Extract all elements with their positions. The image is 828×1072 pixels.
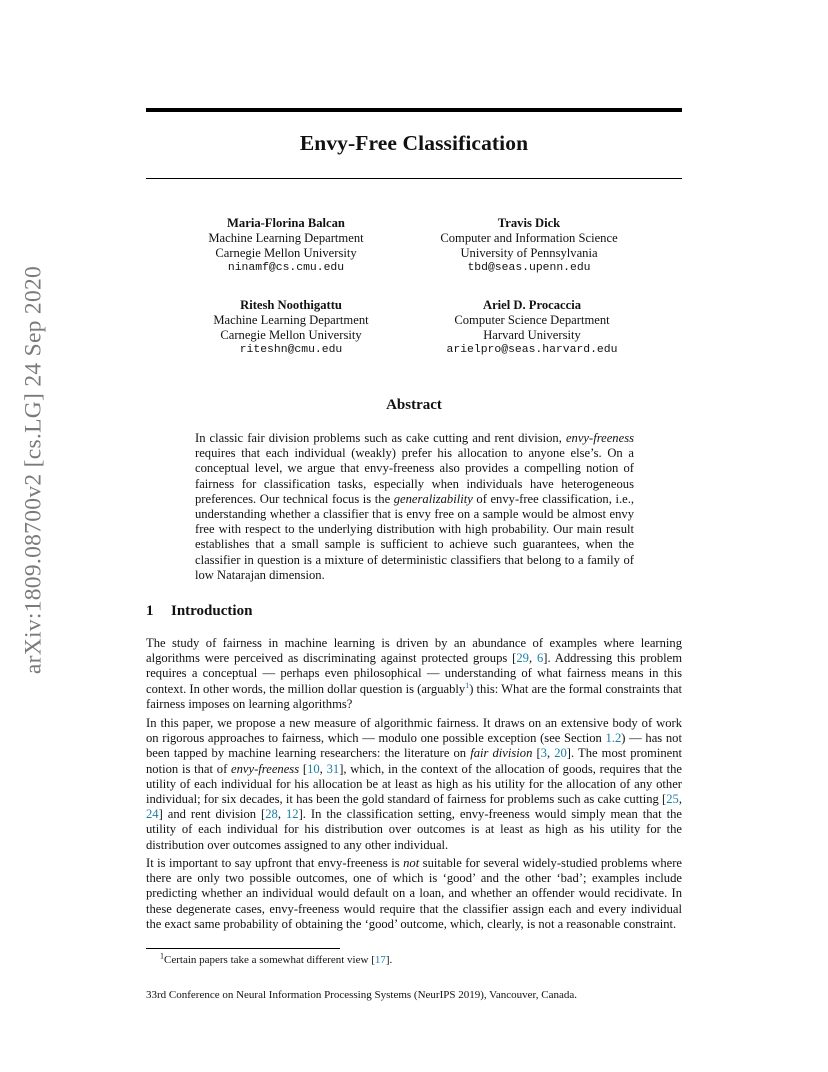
title-rule-top — [146, 108, 682, 112]
abstract-body: In classic fair division problems such as cake cutting and rent division, envy-freeness requires that each individual (weakly) prefer his allocation to anyone else’s. On a conceptual level, we argue that envy-freeness also provides a compelling notion of fairness for classification tasks, especially when individuals have heterogeneous preferences. Our technical focus is the generalizability of envy-free classification, i.e., understanding whether a classifier that is envy free on a sample would be almost envy free with respect to the underlying distribution with high probability. Our main result establishes that a small sample is sufficient to achieve such guarantees, when the classifier in question is a mixture of deterministic classifiers that belong to a family of low Natarajan dimension. — [195, 431, 634, 582]
author-name: Ariel D. Procaccia — [482, 298, 582, 312]
citation-link[interactable]: 31 — [326, 761, 340, 776]
author-department: Machine Learning Department — [213, 313, 369, 327]
author-department: Machine Learning Department — [208, 231, 364, 245]
author-name: Maria-Florina Balcan — [227, 216, 345, 230]
intro-paragraph-2: In this paper, we propose a new measure of algorithmic fairness. It draws on an extensive body of work on rigorous approaches to fairness, which — modulo one possible exception (see Section 1.2) — has not been tapped by machine learning researchers: the literature on fair division [3, 20]. The most prominent notion is that of envy-freeness [10, 31], which, in the context of the allocation of goods, requires that the utility of each individual for his allocation be at least as high as his utility for the allocation of any other individual; for six decades, it has been the gold standard of fairness for problems such as cake cutting [25, 24] and rent division [28, 12]. In the classification setting, envy-freeness would simply mean that the utility of each individual for his distribution over outcomes is at least as high as his utility for the distribution over outcomes assigned to any other individual. — [146, 716, 683, 852]
author-block-3 — [161, 298, 421, 358]
footnote-marker[interactable]: 1 — [465, 680, 470, 690]
author-department: Computer and Information Science — [440, 231, 618, 245]
author-institution: Harvard University — [483, 328, 581, 342]
section-link[interactable]: 1.2 — [605, 731, 622, 746]
section-heading-introduction — [146, 603, 252, 620]
citation-link[interactable]: 3 — [540, 746, 547, 761]
paper-title: Envy-Free Classification — [299, 131, 529, 155]
citation-link[interactable]: 6 — [536, 651, 544, 666]
author-institution: University of Pennsylvania — [460, 246, 598, 260]
author-block-1 — [156, 216, 416, 276]
citation-link[interactable]: 29 — [516, 651, 529, 666]
footnote-rule — [146, 948, 340, 949]
footnote-number: 1 — [160, 951, 164, 961]
author-email: riteshn@cmu.edu — [239, 344, 343, 356]
footnote: $^1$Certain papers take a somewhat different view [17]. — [160, 951, 393, 966]
abstract-heading: Abstract — [386, 397, 442, 413]
citation-link[interactable]: 17 — [374, 954, 386, 966]
arxiv-identifier-text: arXiv:1809.08700v2 [cs.LG] 24 Sep 2020 — [20, 265, 47, 675]
author-email: tbd@seas.upenn.edu — [467, 262, 591, 274]
arxiv-identifier — [0, 0, 60, 1072]
author-name: Travis Dick — [497, 216, 561, 230]
author-block-2 — [399, 216, 659, 276]
intro-paragraph-1: The study of fairness in machine learning is driven by an abundance of examples where learning algorithms were perceived as discriminating against protected groups [29, 6]. Addressing this problem requires a conceptual — perhaps even philosophical — understanding of what fairness means in this context. In other words, the million dollar question is (arguably$^1$) this: What are the formal constraints that fairness imposes on learning algorithms? — [146, 636, 683, 711]
author-institution: Carnegie Mellon University — [220, 328, 362, 342]
citation-link[interactable]: 10 — [307, 761, 320, 776]
section-title: Introduction — [171, 603, 253, 619]
author-block-4 — [402, 298, 662, 358]
author-department: Computer Science Department — [454, 313, 610, 327]
citation-link[interactable]: 24 — [146, 807, 159, 822]
section-number: 1 — [146, 603, 154, 619]
author-email: arielpro@seas.harvard.edu — [446, 344, 618, 356]
conference-note: 33rd Conference on Neural Information Processing Systems (NeurIPS 2019), Vancouver, Canada. — [146, 989, 578, 1001]
citation-link[interactable]: 25 — [666, 792, 679, 807]
author-institution: Carnegie Mellon University — [215, 246, 357, 260]
author-email: ninamf@cs.cmu.edu — [227, 262, 345, 274]
intro-paragraph-3: It is important to say upfront that envy-freeness is not suitable for several widely-studied problems where there are only two possible outcomes, one of which is ‘good’ and the other ‘bad’; examples include predicting whether an individual would default on a loan, and whether an offender would recidivate. In these degenerate cases, envy-freeness would require that the classifier assign each and every individual the exact same probability of obtaining the ‘good’ outcome, which, clearly, is not a reasonable constraint. — [146, 856, 682, 931]
citation-link[interactable]: 20 — [554, 746, 567, 761]
title-rule-bottom — [146, 178, 682, 179]
citation-link[interactable]: 28 — [265, 807, 278, 822]
author-name: Ritesh Noothigattu — [240, 298, 342, 312]
citation-link[interactable]: 12 — [285, 807, 299, 822]
